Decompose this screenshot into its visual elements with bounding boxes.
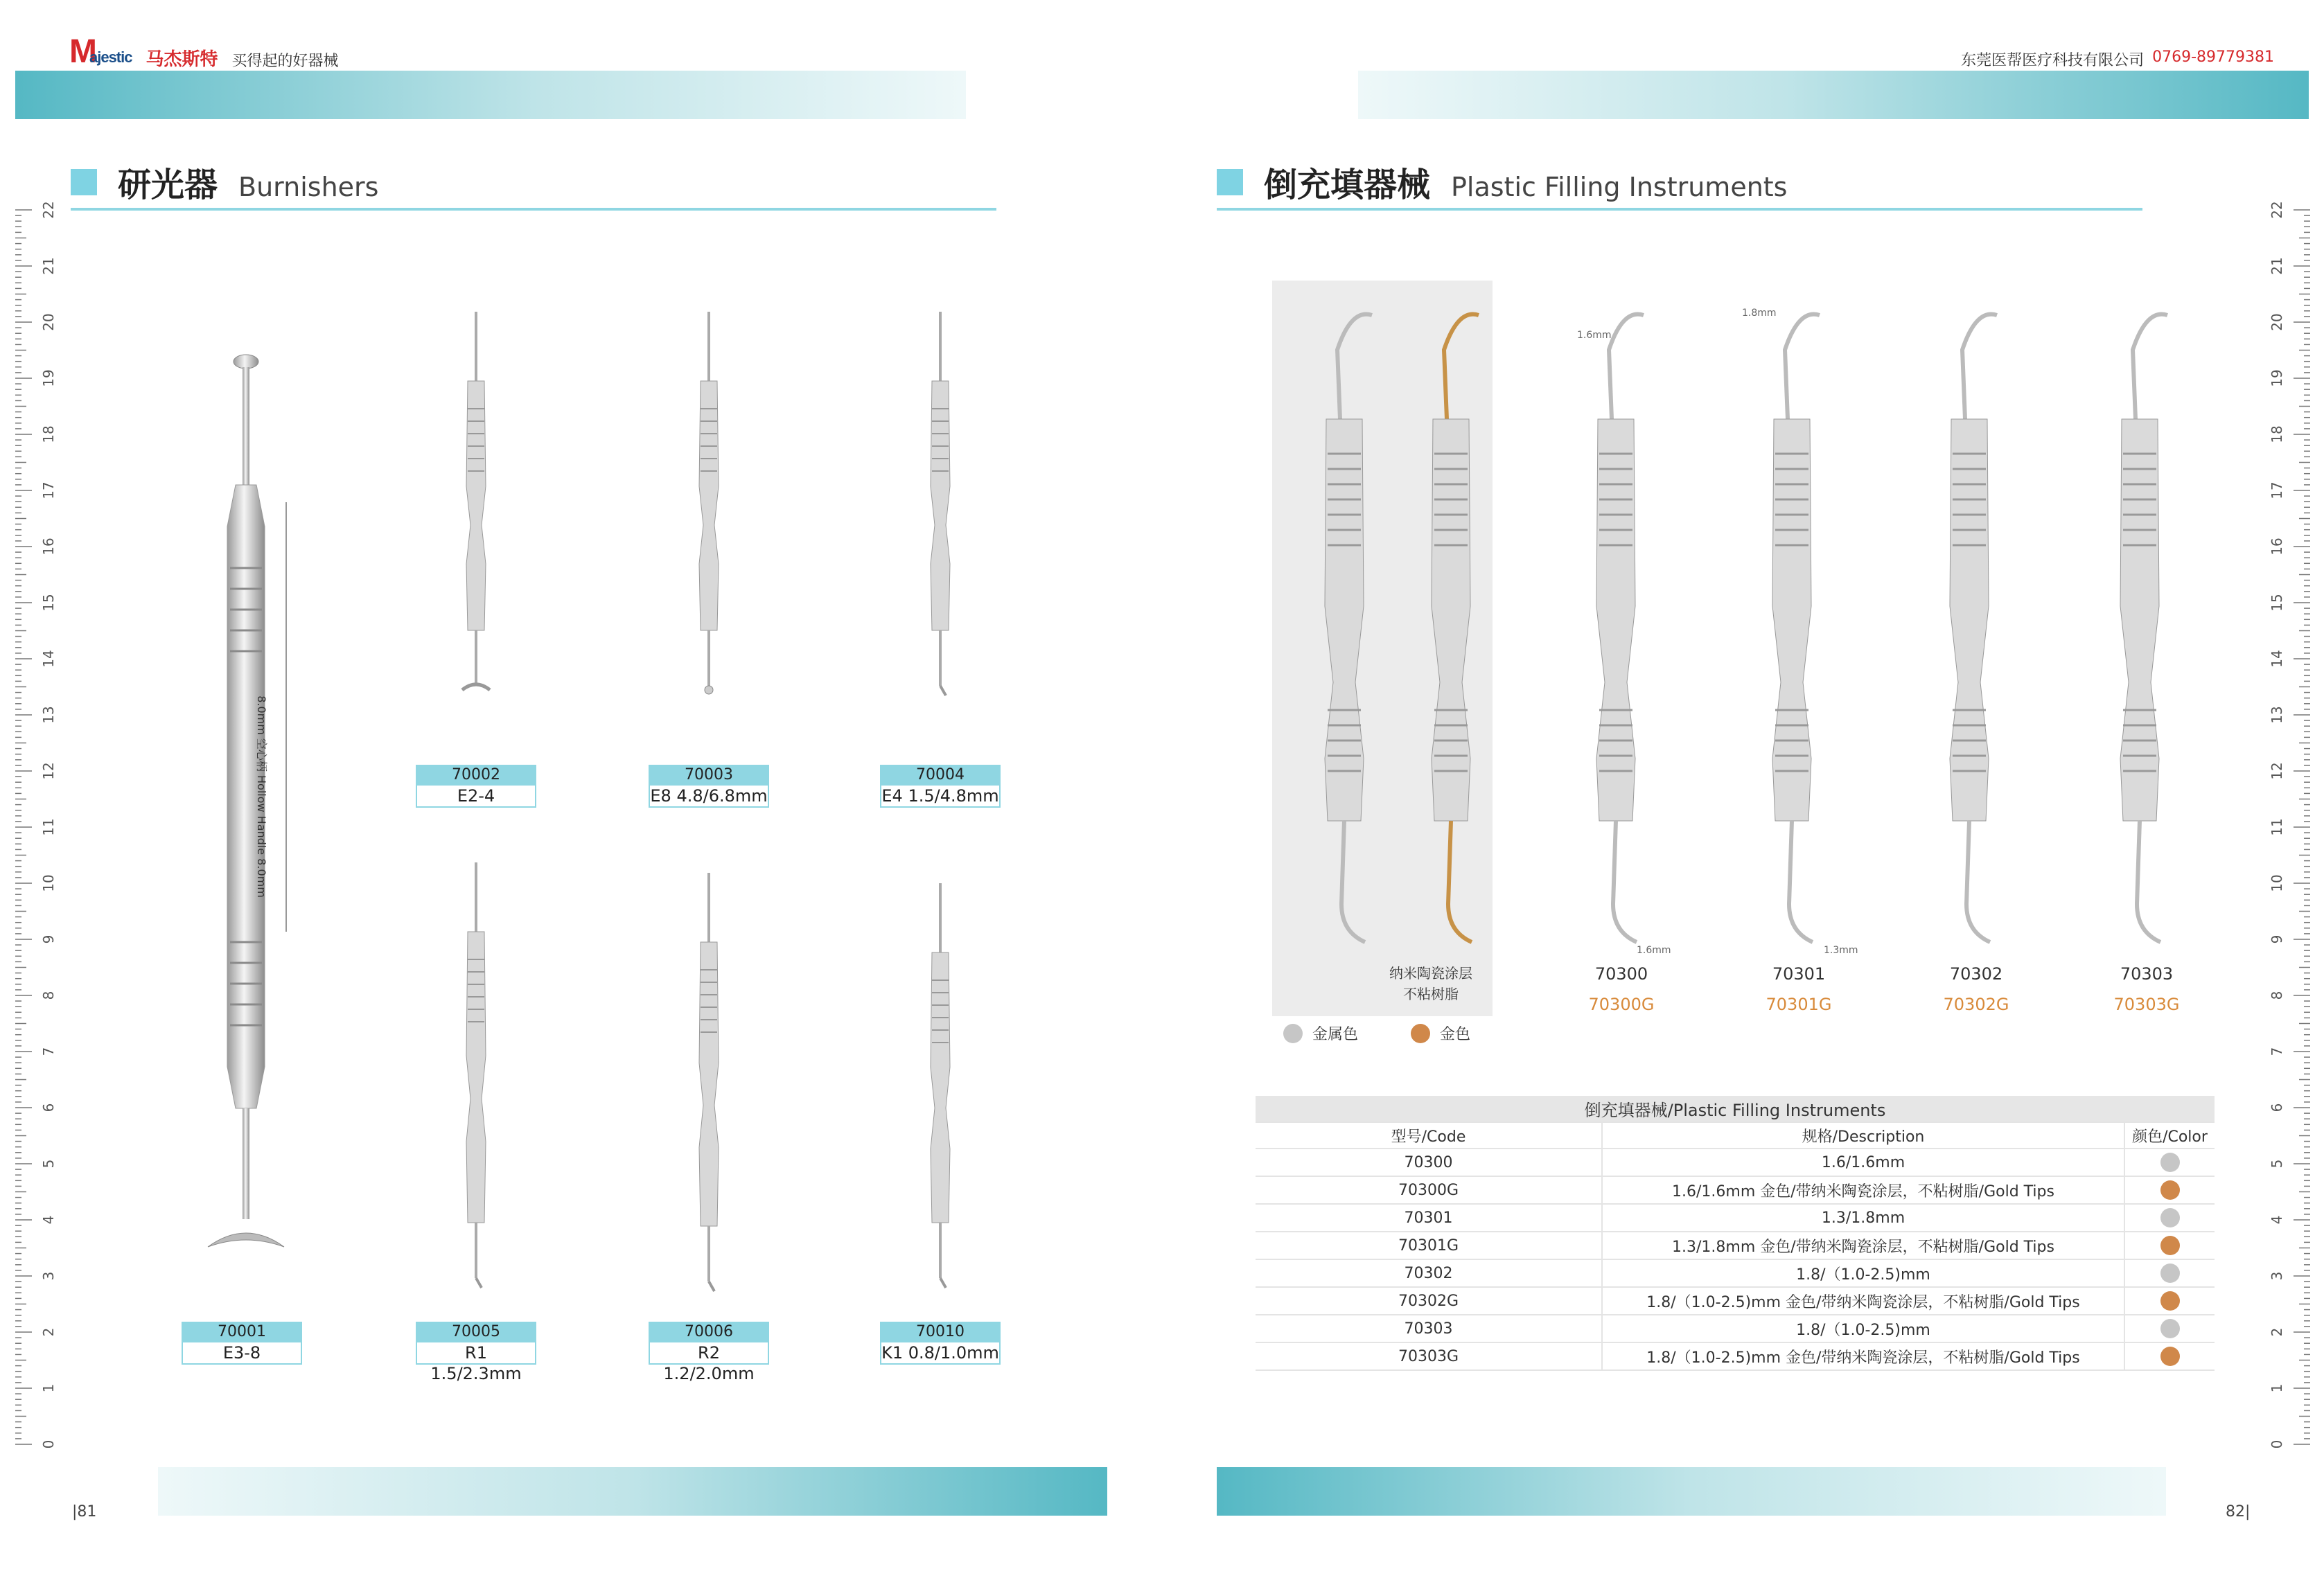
section-title-cn: 倒充填器械 bbox=[1264, 166, 1431, 204]
product-desc: E8 4.8/6.8mm bbox=[649, 786, 769, 808]
section-underline bbox=[1217, 208, 2142, 211]
table-row bbox=[1256, 1232, 2215, 1259]
row-description: 1.8/（1.0-2.5)mm bbox=[1602, 1259, 2124, 1287]
product-70002-caption bbox=[416, 765, 536, 808]
company-info bbox=[1961, 48, 2274, 70]
ruler-number: 9 bbox=[40, 934, 57, 944]
gold-color-icon bbox=[2160, 1180, 2180, 1200]
row-color bbox=[2124, 1259, 2215, 1287]
ruler-number: 17 bbox=[2269, 481, 2285, 499]
silver-color-icon bbox=[2160, 1153, 2180, 1172]
ruler-number: 8 bbox=[40, 991, 57, 1000]
ruler-number: 20 bbox=[40, 313, 57, 331]
ruler-number: 8 bbox=[2269, 991, 2285, 1000]
row-description: 1.3/1.8mm bbox=[1602, 1204, 2124, 1232]
ruler-number: 21 bbox=[40, 257, 57, 275]
ruler-number: 12 bbox=[2269, 762, 2285, 780]
gold-color-icon bbox=[2160, 1291, 2180, 1311]
ruler-number: 3 bbox=[40, 1271, 57, 1281]
color-legend-gold bbox=[1411, 1022, 1470, 1044]
ruler-number: 1 bbox=[40, 1383, 57, 1393]
ruler-number: 6 bbox=[2269, 1103, 2285, 1112]
ruler-number: 2 bbox=[40, 1327, 57, 1337]
ruler-number: 1 bbox=[2269, 1383, 2285, 1393]
company-phone: 0769-89779381 bbox=[2152, 48, 2274, 66]
ruler-number: 19 bbox=[40, 369, 57, 387]
ruler-number: 21 bbox=[2269, 257, 2285, 275]
instrument-image bbox=[416, 862, 536, 1292]
ruler-number: 11 bbox=[40, 818, 57, 836]
row-code: 70303 bbox=[1256, 1315, 1602, 1342]
table-row bbox=[1256, 1342, 2215, 1370]
page-number-right: 82| bbox=[2226, 1503, 2251, 1520]
product-desc: E2-4 bbox=[416, 786, 536, 808]
gold-color-icon bbox=[2160, 1347, 2180, 1366]
product-code: 70002 bbox=[416, 765, 536, 786]
product-code: 70005 bbox=[416, 1322, 536, 1342]
row-color bbox=[2124, 1232, 2215, 1259]
ruler-number: 22 bbox=[40, 201, 57, 219]
legend-label: 金属色 bbox=[1312, 1026, 1359, 1043]
filling-instrument-image bbox=[1567, 308, 1664, 952]
brand-header bbox=[69, 33, 339, 71]
ruler-number: 14 bbox=[2269, 650, 2285, 668]
ruler-number: 16 bbox=[40, 538, 57, 556]
ruler-number: 0 bbox=[40, 1439, 57, 1449]
row-description: 1.8/（1.0-2.5)mm bbox=[1602, 1315, 2124, 1342]
ruler-number: 13 bbox=[40, 706, 57, 724]
row-color bbox=[2124, 1149, 2215, 1176]
product-desc: K1 0.8/1.0mm bbox=[880, 1342, 1001, 1365]
section-title-burnishers bbox=[71, 158, 378, 206]
product-70003-caption bbox=[649, 765, 769, 808]
ruler-number: 18 bbox=[40, 425, 57, 443]
filling-instrument-image bbox=[1296, 308, 1393, 952]
ruler-number: 19 bbox=[2269, 369, 2285, 387]
product-desc: R2 1.2/2.0mm bbox=[649, 1342, 769, 1365]
product-70006-caption bbox=[649, 1322, 769, 1383]
table-row bbox=[1256, 1204, 2215, 1232]
footer-band-right bbox=[1217, 1467, 2166, 1516]
ruler-number: 13 bbox=[2269, 706, 2285, 724]
instrument-image bbox=[649, 873, 769, 1295]
row-code: 70300 bbox=[1256, 1149, 1602, 1176]
ruler-number: 22 bbox=[2269, 201, 2285, 219]
ruler-number: 10 bbox=[2269, 874, 2285, 892]
row-code: 70301 bbox=[1256, 1204, 1602, 1232]
product-code: 70003 bbox=[649, 765, 769, 786]
ruler-number: 16 bbox=[2269, 538, 2285, 556]
brand-logo: Majestic bbox=[69, 33, 132, 70]
company-name: 东莞医帮医疗科技有限公司 bbox=[1961, 52, 2145, 69]
ruler-number: 4 bbox=[2269, 1215, 2285, 1225]
product-70300: 70300 70300G bbox=[1588, 964, 1655, 1014]
ruler-number: 12 bbox=[40, 762, 57, 780]
ruler-number: 15 bbox=[2269, 594, 2285, 612]
ruler-number: 5 bbox=[40, 1159, 57, 1169]
ruler-number: 20 bbox=[2269, 313, 2285, 331]
table-row bbox=[1256, 1149, 2215, 1176]
row-color bbox=[2124, 1204, 2215, 1232]
section-marker bbox=[71, 169, 97, 195]
row-description: 1.8/（1.0-2.5)mm 金色/带纳米陶瓷涂层，不粘树脂/Gold Tips bbox=[1602, 1342, 2124, 1370]
row-description: 1.3/1.8mm 金色/带纳米陶瓷涂层，不粘树脂/Gold Tips bbox=[1602, 1232, 2124, 1259]
tip-size-label: 1.6mm bbox=[1637, 945, 1671, 956]
ruler-number: 2 bbox=[2269, 1327, 2285, 1337]
table-row bbox=[1256, 1259, 2215, 1287]
table-row bbox=[1256, 1176, 2215, 1204]
product-desc: R1 1.5/2.3mm bbox=[416, 1342, 536, 1365]
silver-color-icon bbox=[2160, 1264, 2180, 1283]
product-code: 70006 bbox=[649, 1322, 769, 1342]
header-band-left bbox=[15, 71, 966, 119]
ruler-number: 18 bbox=[2269, 425, 2285, 443]
product-70004-caption bbox=[880, 765, 1001, 808]
dimension-line bbox=[285, 502, 287, 932]
brand-name-cn: 马杰斯特 bbox=[146, 49, 218, 70]
product-70302: 70302 70302G bbox=[1943, 964, 2009, 1014]
instrument-image bbox=[880, 883, 1001, 1292]
ruler-number: 0 bbox=[2269, 1439, 2285, 1449]
ruler-right bbox=[2269, 177, 2310, 1465]
row-description: 1.8/（1.0-2.5)mm 金色/带纳米陶瓷涂层，不粘树脂/Gold Tips bbox=[1602, 1287, 2124, 1315]
ruler-number: 11 bbox=[2269, 818, 2285, 836]
product-code: 70001 bbox=[182, 1322, 302, 1342]
product-desc: E4 1.5/4.8mm bbox=[880, 786, 1001, 808]
ruler-number: 7 bbox=[2269, 1047, 2285, 1056]
filling-instrument-image bbox=[2091, 308, 2188, 952]
page-number-left: |81 bbox=[72, 1503, 97, 1520]
product-70010-caption bbox=[880, 1322, 1001, 1365]
row-color bbox=[2124, 1315, 2215, 1342]
row-code: 70302G bbox=[1256, 1287, 1602, 1315]
row-code: 70301G bbox=[1256, 1232, 1602, 1259]
ruler-number: 17 bbox=[40, 481, 57, 499]
brand-slogan: 买得起的好器械 bbox=[231, 53, 339, 70]
product-70005-caption bbox=[416, 1322, 536, 1383]
ruler-number: 7 bbox=[40, 1047, 57, 1056]
instrument-70001-image bbox=[187, 346, 298, 1275]
instrument-image bbox=[416, 312, 536, 700]
ruler-number: 3 bbox=[2269, 1271, 2285, 1281]
color-legend-silver bbox=[1283, 1022, 1358, 1044]
filling-instrument-image bbox=[1743, 308, 1840, 952]
section-title-en: Plastic Filling Instruments bbox=[1451, 172, 1788, 202]
row-description: 1.6/1.6mm bbox=[1602, 1149, 2124, 1176]
ruler-number: 6 bbox=[40, 1103, 57, 1112]
filling-instrument-image bbox=[1921, 308, 2018, 952]
spec-table bbox=[1256, 1096, 2215, 1371]
silver-swatch-icon bbox=[1283, 1024, 1303, 1043]
ruler-number: 14 bbox=[40, 650, 57, 668]
ruler-number: 15 bbox=[40, 594, 57, 612]
hollow-handle-note: 8.0mm 空心柄 Hollow Handle 8.0mm bbox=[255, 695, 268, 898]
section-title-plastic-filling bbox=[1217, 158, 1787, 206]
instrument-image bbox=[649, 312, 769, 700]
gold-color-icon bbox=[2160, 1236, 2180, 1255]
section-title-cn: 研光器 bbox=[118, 166, 218, 204]
instrument-image bbox=[880, 312, 1001, 700]
section-underline bbox=[71, 208, 996, 211]
gold-swatch-icon bbox=[1411, 1024, 1430, 1043]
ruler-number: 5 bbox=[2269, 1159, 2285, 1169]
table-header-code: 型号/Code bbox=[1256, 1122, 1602, 1149]
silver-color-icon bbox=[2160, 1208, 2180, 1227]
ruler-number: 9 bbox=[2269, 934, 2285, 944]
tip-size-label: 1.3mm bbox=[1824, 945, 1858, 956]
table-row bbox=[1256, 1287, 2215, 1315]
row-description: 1.6/1.6mm 金色/带纳米陶瓷涂层，不粘树脂/Gold Tips bbox=[1602, 1176, 2124, 1204]
product-70301: 70301 70301G bbox=[1766, 964, 1832, 1014]
legend-label: 金色 bbox=[1440, 1026, 1471, 1043]
product-70001-caption bbox=[182, 1322, 302, 1365]
tip-size-label: 1.6mm bbox=[1577, 330, 1612, 341]
row-color bbox=[2124, 1342, 2215, 1370]
table-caption: 倒充填器械/Plastic Filling Instruments bbox=[1256, 1096, 2215, 1122]
header-band-right bbox=[1358, 71, 2309, 119]
ruler-number: 4 bbox=[40, 1215, 57, 1225]
section-marker bbox=[1217, 169, 1243, 195]
row-code: 70303G bbox=[1256, 1342, 1602, 1370]
tip-size-label: 1.8mm bbox=[1742, 308, 1777, 319]
ruler-number: 10 bbox=[40, 874, 57, 892]
product-code: 70010 bbox=[880, 1322, 1001, 1342]
product-desc: E3-8 bbox=[182, 1342, 302, 1365]
row-code: 70302 bbox=[1256, 1259, 1602, 1287]
table-header-desc: 规格/Description bbox=[1602, 1122, 2124, 1149]
row-color bbox=[2124, 1176, 2215, 1204]
filling-instrument-image bbox=[1402, 308, 1499, 952]
product-70303: 70303 70303G bbox=[2113, 964, 2180, 1014]
silver-color-icon bbox=[2160, 1319, 2180, 1338]
table-row bbox=[1256, 1315, 2215, 1342]
product-code: 70004 bbox=[880, 765, 1001, 786]
nano-coating-note: 纳米陶瓷涂层 不粘树脂 bbox=[1389, 965, 1472, 1002]
section-title-en: Burnishers bbox=[238, 172, 379, 202]
ruler-left bbox=[15, 177, 57, 1465]
row-color bbox=[2124, 1287, 2215, 1315]
footer-band-left bbox=[158, 1467, 1107, 1516]
row-code: 70300G bbox=[1256, 1176, 1602, 1204]
table-header-color: 颜色/Color bbox=[2124, 1122, 2215, 1149]
